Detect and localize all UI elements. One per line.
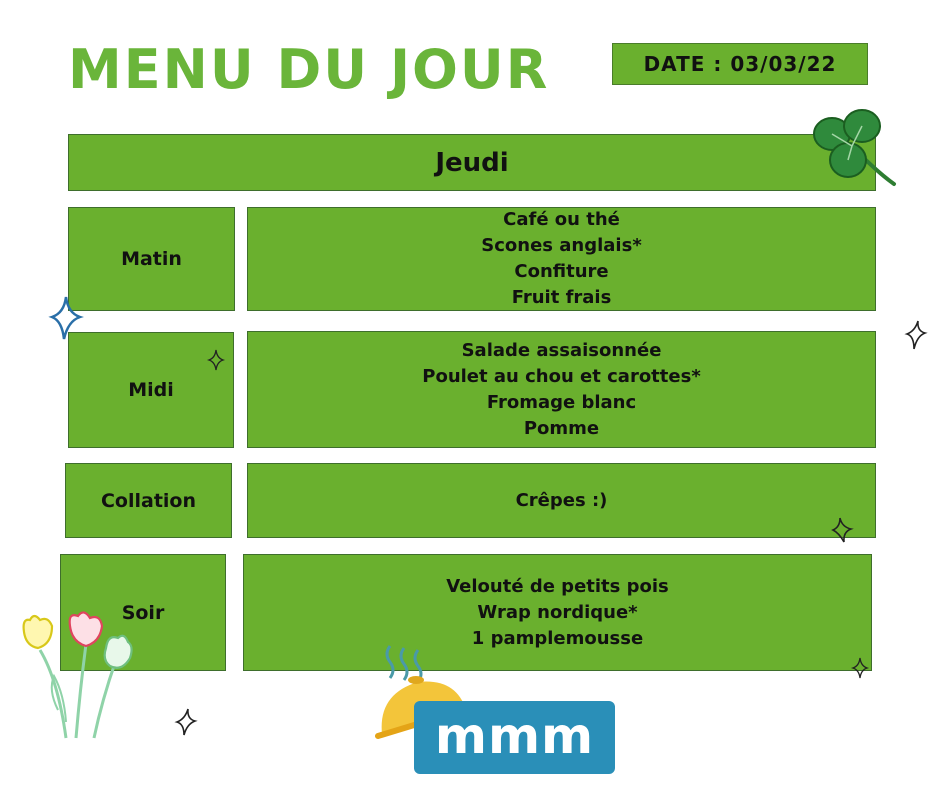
page-title: MENU DU JOUR — [68, 38, 550, 101]
menu-item: 1 pamplemousse — [471, 627, 644, 649]
sparkle-icon — [50, 295, 82, 341]
meal-label-matin — [68, 207, 235, 311]
menu-item: Café ou thé — [503, 209, 620, 230]
menu-item: Fruit frais — [511, 287, 612, 308]
sparkle-icon — [208, 349, 224, 371]
menu-item: Confiture — [514, 261, 609, 282]
meal-label-collation — [65, 463, 232, 538]
clover-icon — [808, 104, 898, 188]
sparkle-icon — [176, 708, 196, 736]
meal-content-collation — [247, 463, 876, 538]
date-badge — [612, 43, 868, 85]
day-label: Jeudi — [435, 147, 509, 178]
menu-item: Scones anglais* — [481, 235, 642, 256]
meal-label-text: Collation — [100, 489, 197, 512]
menu-item: Salade assaisonnée — [461, 339, 662, 361]
date-text: DATE : 03/03/22 — [643, 52, 837, 76]
sparkle-icon — [906, 320, 926, 350]
meal-content-midi — [247, 331, 876, 448]
logo-text: mmm — [434, 706, 595, 765]
menu-item: Wrap nordique* — [477, 601, 638, 623]
menu-item: Crêpes :) — [515, 489, 608, 511]
mmm-logo — [414, 701, 615, 774]
meal-content-soir — [243, 554, 872, 671]
sparkle-icon — [852, 657, 868, 679]
meal-label-text: Soir — [121, 601, 165, 624]
day-banner — [68, 134, 876, 191]
tulip-icon — [18, 610, 136, 740]
meal-label-text: Midi — [128, 379, 174, 401]
meal-content-matin — [247, 207, 876, 311]
menu-item: Poulet au chou et carottes* — [422, 365, 701, 387]
menu-item: Velouté de petits pois — [446, 575, 669, 597]
sparkle-icon — [832, 517, 852, 543]
menu-item: Pomme — [523, 417, 600, 439]
menu-item: Fromage blanc — [486, 391, 637, 413]
meal-label-text: Matin — [121, 248, 182, 270]
